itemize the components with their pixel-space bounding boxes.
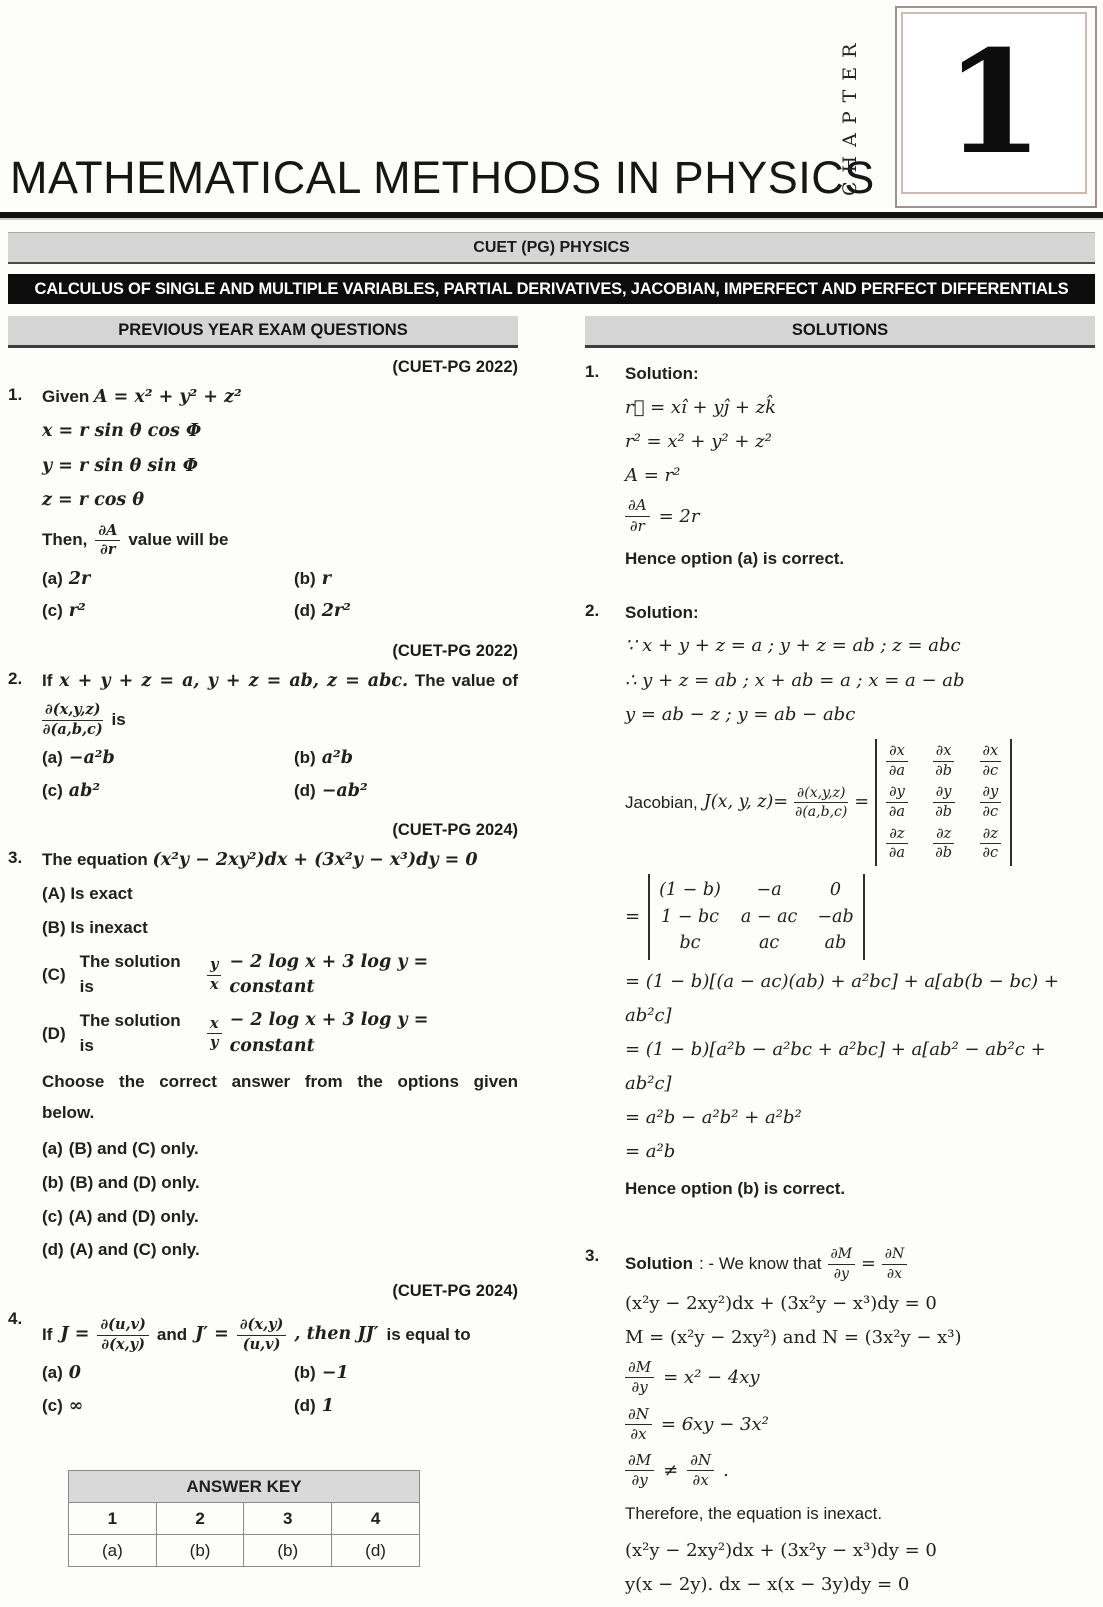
question-text: Then, ∂A ∂r value will be [42,521,229,559]
option-b: (b) (B) and (D) only. [42,1173,200,1193]
question-1 [8,385,518,632]
exam-tag: (CUET-PG 2022) [392,641,518,660]
question-col: 1 [69,1503,157,1535]
solution-label-line: Solution : - We know that $\frac{\partial M}{\partial y}$ = $\frac{\partial N}{\partial x}$ [625,1246,1095,1281]
question-text: The equation (x²y − 2xy²)dx + (3x²y − x³)dy = 0 [42,850,478,871]
solution-label: Solution: [625,602,699,622]
page-header [0,0,1103,212]
options-row: (a) −a²b (b) a²b [42,748,353,769]
page-title: MATHEMATICAL METHODS IN PHYSICS [10,152,875,203]
value-determinant-line: = (1 − b) −a 0 1 − bc a − ac −ab bc ac ab [625,874,1095,960]
solutions-column [585,316,1095,1607]
value-determinant: (1 − b) −a 0 1 − bc a − ac −ab bc ac ab [648,874,865,960]
question-col: 4 [332,1503,420,1535]
equation: r² = x² + y² + z² [625,430,772,452]
equation: M = (x²y − 2xy²) and N = (3x²y − x³) [625,1326,962,1348]
statement-C: (C) The solution is y x − 2 log x + 3 log y = constant [42,951,429,998]
answer-cell: (d) [332,1535,420,1567]
question-number: 1. [8,385,23,404]
question-text: ∂(x,y,z) ∂(a,b,c) is [42,700,126,738]
solutions-column-header: SOLUTIONS [585,316,1095,348]
options-row: (c) ab² (d) −ab² [42,780,368,801]
question-text: Choose the correct answer from the options given [42,1072,518,1092]
answer-cell: (a) [69,1535,157,1567]
equation: ∂M ∂y ≠ ∂N ∂x . [625,1452,1095,1490]
topic-bar: CALCULUS OF SINGLE AND MULTIPLE VARIABLES, PARTIAL DERIVATIVES, JACOBIAN, IMPERFECT AND PERFECT DIFFERENTIALS [8,274,1095,304]
solution-label: Solution: [625,364,699,383]
equation: r⃗ = xî + yĵ + zk̂ [625,396,777,418]
equation: y(x − 2y). dx − x(x − 3y)dy = 0 [625,1574,910,1596]
question-number: 4. [8,1308,23,1328]
content-columns [0,316,1103,1607]
equation: = (1 − b)[(a − ac)(ab) + a²bc] + a[ab(b − bc) + [625,970,1059,992]
solution-2 [585,601,1095,1201]
options-row: (a) 2r (b) r [42,568,331,589]
exam-tag: (CUET-PG 2022) [392,358,518,376]
answer-key-table [68,1470,420,1567]
statement-B: (B) Is inexact [42,918,148,938]
equation: $\frac{\partial N}{\partial x}$ = 6xy − 3x² [625,1406,1095,1444]
question-col: 3 [244,1503,332,1535]
equation: ∵ x + y + z = a ; y + z = ab ; z = abc [625,635,961,657]
equation: $\frac{\partial M}{\partial y}$ = x² − 4xy [625,1359,1095,1397]
question-number: 2. [8,668,23,688]
options-row: (a) 0 (b) −1 [42,1363,349,1384]
options-row: (c) r² (d) 2r² [42,601,351,622]
chapter-box [901,12,1087,194]
jacobian-line: Jacobian, J(x, y, z)= $\frac{\partial(x,y,z)}{\partial(a,b,c)}$ = ∂x ∂a ∂x ∂b ∂x ∂c ∂y ∂a ∂y ∂b ∂y ∂c ∂z ∂a ∂z ∂b ∂z ∂c [625,739,1095,866]
solution-number: 3. [585,1246,600,1266]
solution-3 [585,1246,1095,1606]
conclusion: Hence option (b) is correct. [625,1178,846,1198]
options-row: (c) ∞ (d) 1 [42,1395,334,1416]
answer-key-answers [69,1535,420,1567]
conclusion-text: Therefore, the equation is inexact. [625,1503,883,1523]
question-col: 2 [156,1503,244,1535]
statement-D: (D) The solution is x y − 2 log x + 3 log y = constant [42,1010,429,1056]
option-a: (a) (B) and (C) only. [42,1139,199,1159]
equation: y = ab − z ; y = ab − abc [625,703,856,725]
equation: y = r sin θ sin Φ [42,455,198,476]
equation: $\frac{\partial A}{\partial r}$ = 2r [625,497,1095,535]
equation: ab²c] [625,1004,672,1026]
exam-tag: (CUET-PG 2024) [392,1281,518,1300]
jacobian-determinant: ∂x ∂a ∂x ∂b ∂x ∂c ∂y ∂a ∂y ∂b ∂y ∂c ∂z ∂a ∂z ∂b ∂z ∂c [875,739,1012,866]
question-text: below. [42,1102,95,1122]
question-text: If x + y + z = a, y + z = ab, z = abc. The value of [42,670,519,691]
option-c: (c) (A) and (D) only. [42,1206,199,1226]
equation: ∴ y + z = ab ; x + ab = a ; x = a − ab [625,669,965,691]
answer-cell: (b) [156,1535,244,1567]
option-d: (d) (A) and (C) only. [42,1240,200,1260]
exam-tag: (CUET-PG 2024) [392,821,518,840]
question-2 [8,669,518,811]
header-rule [0,212,1103,218]
solution-1 [585,362,1095,571]
solution-number: 2. [585,600,600,620]
answer-key-title: ANSWER KEY [69,1471,420,1503]
chapter-number: 1 [944,20,1044,186]
answer-cell: (b) [244,1535,332,1567]
equation: (x²y − 2xy²)dx + (3x²y − x³)dy = 0 [625,1540,937,1562]
equation: (x²y − 2xy²)dx + (3x²y − x³)dy = 0 [625,1292,937,1314]
question-text: Given A = x² + y² + z² [42,387,242,407]
chapter-badge [839,4,1097,208]
question-4 [8,1309,518,1426]
equation: = a²b − a²b² + a²b² [625,1107,802,1129]
chapter-label: CHAPTER [839,34,861,196]
conclusion: Hence option (a) is correct. [625,548,845,568]
equation: ab²c] [625,1073,672,1095]
equation: x = r sin θ cos Φ [42,421,202,442]
questions-column-header: PREVIOUS YEAR EXAM QUESTIONS [8,316,518,348]
question-3 [8,848,518,1272]
answer-key-question-numbers [69,1503,420,1535]
equation: = (1 − b)[a²b − a²bc + a²bc] + a[ab² − ab²c + [625,1038,1046,1060]
question-text: If J = $\frac{\partial(u,v)}{\partial(x,y)}$ and J′ = $\frac{\partial(x,y)}{(u,v)}$ , then JJ′ is equal to [42,1315,471,1353]
question-number: 3. [8,848,23,868]
subject-bar: CUET (PG) PHYSICS [8,232,1095,264]
equation: z = r cos θ [42,490,145,511]
solution-number: 1. [585,362,600,381]
equation: A = r² [625,465,681,487]
equation: = a²b [625,1141,676,1163]
questions-column [8,316,518,1567]
statement-A: (A) Is exact [42,884,133,904]
